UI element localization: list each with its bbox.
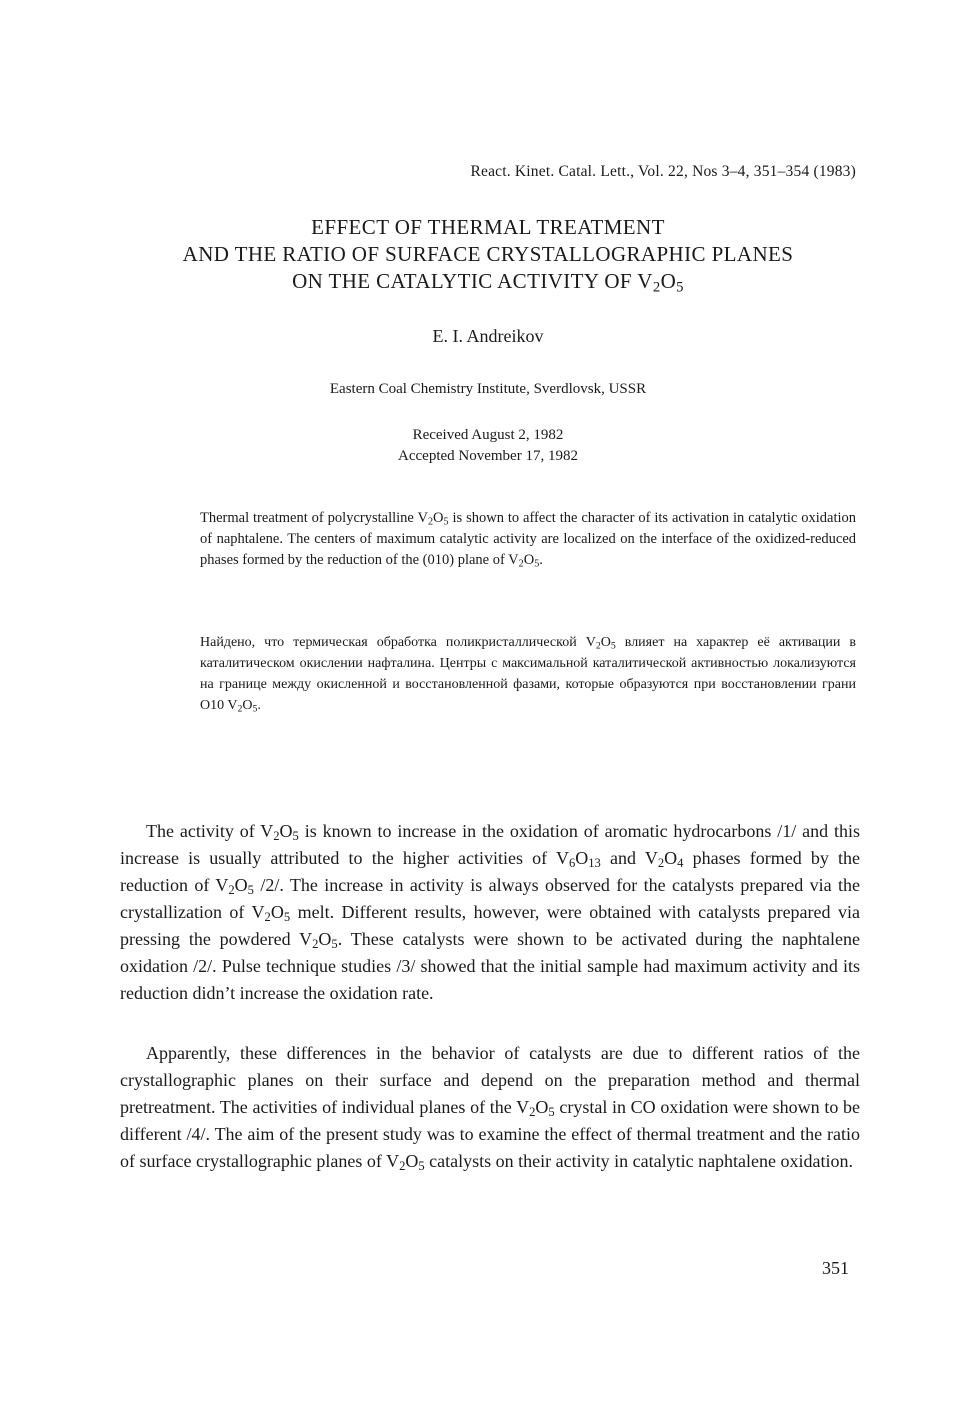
- author-name: E. I. Andreikov: [432, 326, 544, 346]
- affiliation: Eastern Coal Chemistry Institute, Sverdlovsk, USSR: [329, 381, 647, 397]
- received-date: Received August 2, 1982: [412, 427, 564, 443]
- abstract-russian: Найдено, что термическая обработка поликристаллической $V_2O_5$ влияет на характер её активации в каталитическом окислении нафталина. Центры с максимальной каталитической активностью локализуются на границе между окисленной и восстановленной фазами, которые образуются при восстановлении грани O10 $V_2O_5$.: [200, 635, 856, 715]
- title-line-3: ON THE CATALYTIC ACTIVITY OF $V_2O_5$: [292, 269, 684, 296]
- title-line-2: AND THE RATIO OF SURFACE CRYSTALLOGRAPHIC PLANES: [182, 242, 794, 266]
- submission-dates: [0, 425, 976, 467]
- body-paragraph-2: Apparently, these differences in the behavior of catalysts are due to different ratios of the crystallographic planes on their surface and depend on the preparation method and thermal pretreatment. The activities of individual planes of the $V_2O_5$ crystal in CO oxidation were shown to be different /4/. The aim of the present study was to examine the effect of thermal treatment and the ratio of surface crystallographic planes of $V_2O_5$ catalysts on their activity in catalytic naphtalene oxidation.: [120, 1043, 860, 1174]
- journal-citation: React. Kinet. Catal. Lett., Vol. 22, Nos 3–4, 351–354 (1983): [470, 163, 856, 180]
- paper-title: [0, 214, 976, 295]
- accepted-date: Accepted November 17, 1982: [398, 448, 578, 464]
- abstract-english: Thermal treatment of polycrystalline $V_2O_5$ is shown to affect the character of its activation in catalytic oxidation of naphtalene. The centers of maximum catalytic activity are localized on the interface of the oxidized-reduced phases formed by the reduction of the (010) plane of $V_2O_5$.: [200, 510, 857, 570]
- body-paragraph-1: The activity of $V_2O_5$ is known to increase in the oxidation of aromatic hydrocarbons /1/ and this increase is usually attributed to the higher activities of $V_6O_{13}$ and $V_2O_4$ phases formed by the reduction of $V_2O_5$ /2/. The increase in activity is always observed for the catalysts prepared via the crystallization of $V_2O_5$ melt. Different results, however, were obtained with catalysts prepared via pressing the powdered $V_2O_5$. These catalysts were shown to be activated during the naphtalene oxidation /2/. Pulse technique studies /3/ showed that the initial sample had maximum activity and its reduction didn’t increase the oxidation rate.: [120, 821, 861, 1003]
- page-number: 351: [822, 1258, 849, 1278]
- title-line-1: EFFECT OF THERMAL TREATMENT: [311, 215, 665, 239]
